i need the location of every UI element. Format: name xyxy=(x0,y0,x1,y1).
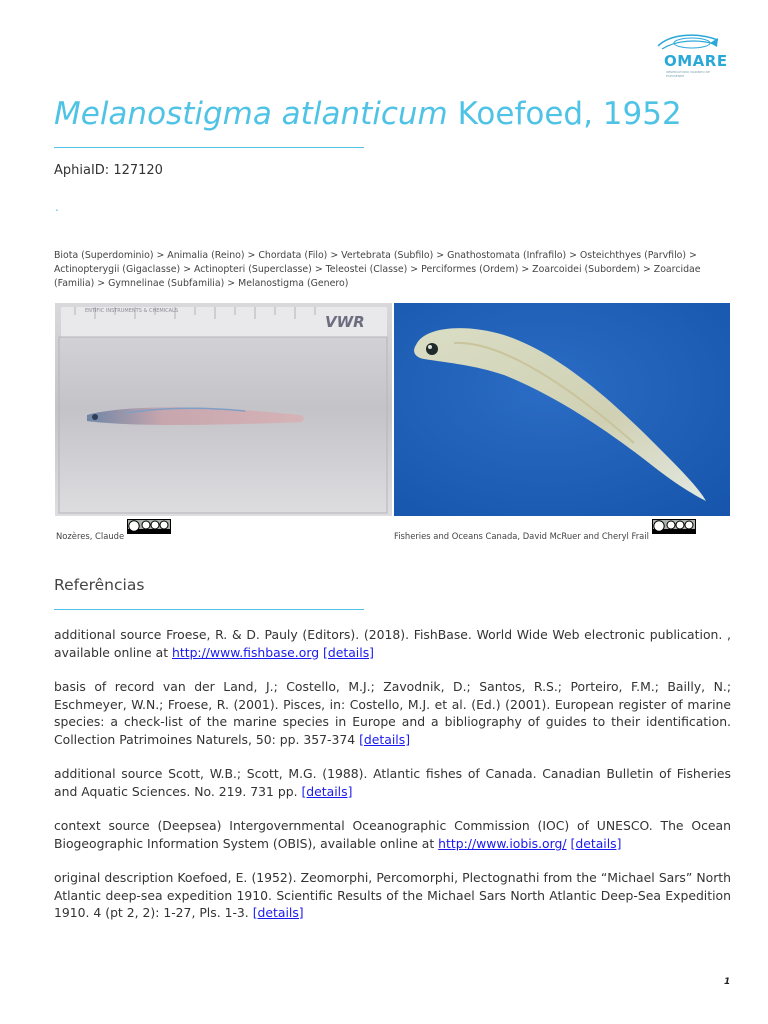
page-number: 1 xyxy=(724,977,731,987)
details-link[interactable]: [details] xyxy=(359,731,411,747)
reference-item xyxy=(54,869,731,922)
references-heading: Referências xyxy=(54,576,145,594)
reference-text: additional source Scott, W.B.; Scott, M.G. (1988). Atlantic fishes of Canada. Canadian Bulletin of Fisheries and Aquatic Sciences. No. 219. 731 pp. xyxy=(54,766,731,799)
logo-wordmark: OMARE xyxy=(664,52,728,70)
aphia-id: AphiaID: 127120 xyxy=(54,163,163,178)
species-authority: Koefoed, 1952 xyxy=(457,96,682,132)
reference-text: original description Koefoed, E. (1952). Zeomorphi, Percomorphi, Plectognathi from the “Michael Sars” North Atlantic deep-sea expedition 1910. Scientific Results of the Michael Sars North Atlantic Deep-Sea Expedition 1910. 4 (pt 2, 2): 1-27, Pls. 1-3. xyxy=(54,870,731,920)
details-link[interactable]: [details] xyxy=(301,783,353,799)
species-name: Melanostigma atlanticum xyxy=(54,96,448,132)
reference-item xyxy=(54,765,731,800)
omare-logo xyxy=(652,32,732,82)
taxonomy-breadcrumb: Biota (Superdominio) > Animalia (Reino) > Chordata (Filo) > Vertebrata (Subfilo) > Gnathostomata (Infrafilo) > Osteichthyes (Parvfilo) > Actinopterygii (Gigaclasse) > Actinopteri (Superclasse) > Teleostei (Classe) > Perciformes (Ordem) > Zoarcoidei (Subordem) > Zoarcidae (Familia) > Gymnelinae (Subfamilia) > Melanostigma (Genero) xyxy=(54,250,701,289)
specimen-photo-tray xyxy=(55,303,392,516)
image-credit-2 xyxy=(394,519,696,541)
reference-text: basis of record van der Land, J.; Costello, M.J.; Zavodnik, D.; Santos, R.S.; Porteiro, F.M.; Bailly, N.; Eschmeyer, W.N.; Froese, R. (2001). Pisces, in: Costello, M.J. et al. (Ed.) (2001). European register of marine species: a check-list of the marine species in Europe and a bibliography of guides to their identification. Collection Patrimoines Naturels, 50: pp. 357-374 xyxy=(54,679,731,747)
title-divider xyxy=(54,147,364,148)
logo-tagline: OBSERVATÓRIO MARINHO DE ESPOSENDE xyxy=(666,70,710,78)
reference-url-link[interactable]: http://www.iobis.org/ xyxy=(438,835,567,851)
ruler-brand-text: VWR xyxy=(325,313,365,331)
fish-wave-icon xyxy=(652,32,732,54)
reference-text: additional source Froese, R. & D. Pauly (Editors). (2018). FishBase. World Wide Web electronic publication. , available online at xyxy=(54,627,731,660)
creative-commons-icon[interactable] xyxy=(127,519,171,534)
creative-commons-icon[interactable] xyxy=(652,519,696,534)
accent-dot: . xyxy=(55,200,59,214)
reference-item xyxy=(54,817,731,852)
reference-text: context source (Deepsea) Intergovernmental Oceanographic Commission (IOC) of UNESCO. The Ocean Biogeographic Information System (OBIS), available online at xyxy=(54,818,731,851)
references-divider xyxy=(54,609,364,610)
credit-text: Nozères, Claude xyxy=(56,531,125,541)
specimen-photo-blue xyxy=(394,303,730,516)
reference-item xyxy=(54,678,731,748)
details-link[interactable]: [details] xyxy=(252,905,304,920)
reference-item xyxy=(54,626,731,661)
species-title xyxy=(54,96,682,132)
details-link[interactable]: [details] xyxy=(570,835,622,851)
details-link[interactable]: [details] xyxy=(323,644,374,660)
credit-text: Fisheries and Oceans Canada, David McRuer and Cheryl Frail xyxy=(394,531,649,541)
reference-url-link[interactable]: http://www.fishbase.org xyxy=(172,644,320,660)
image-credit-1 xyxy=(56,519,171,541)
ruler-label-text: ENTIFIC INSTRUMENTS & CHEMICALS xyxy=(85,308,179,314)
